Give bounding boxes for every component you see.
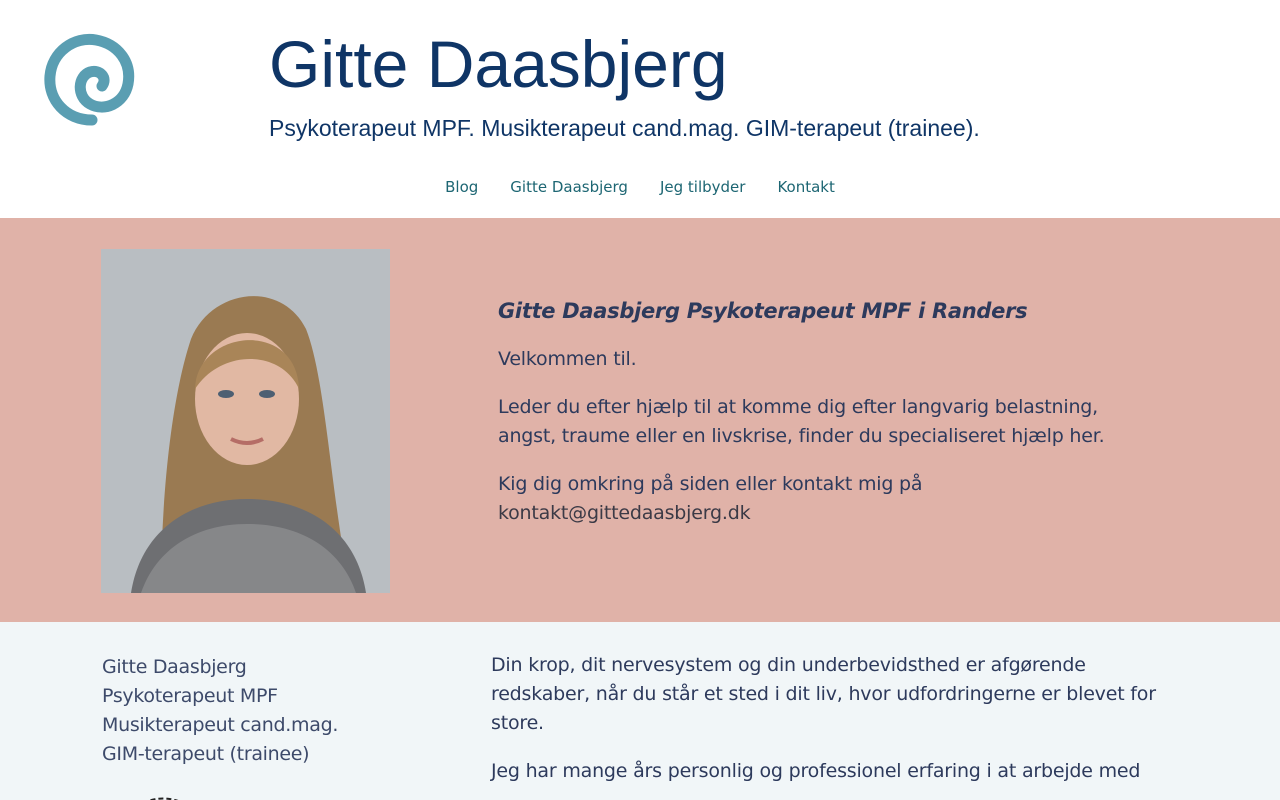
spiral-logo-icon[interactable] xyxy=(40,28,144,130)
nav-kontakt[interactable]: Kontakt xyxy=(777,178,835,196)
site-header xyxy=(0,0,1280,218)
site-tagline: Psykoterapeut MPF. Musikterapeut cand.mag. GIM-terapeut (trainee). xyxy=(269,115,980,141)
portrait-photo xyxy=(101,249,390,593)
lower-section xyxy=(0,622,1280,800)
site-title[interactable]: Gitte Daasbjerg xyxy=(269,27,728,101)
credential-musikterapeut: Musikterapeut cand.mag. xyxy=(102,714,339,736)
email-link[interactable]: kontakt@gittedaasbjerg.dk xyxy=(498,502,751,524)
credentials-list xyxy=(102,653,338,769)
hero-help-text: Leder du efter hjælp til at komme dig efter langvarig belastning, angst, traume eller en livskrise, finder du specialiseret hjælp her. xyxy=(498,396,1105,447)
hero-welcome: Velkommen til. xyxy=(498,348,637,370)
hero-heading: Gitte Daasbjerg Psykoterapeut MPF i Randers xyxy=(498,299,1028,323)
hero-contact-text xyxy=(498,470,1138,528)
nav-jeg-tilbyder[interactable]: Jeg tilbyder xyxy=(659,178,746,196)
credential-psykoterapeut: Psykoterapeut MPF xyxy=(102,685,278,707)
credential-gim: GIM-terapeut (trainee) xyxy=(102,743,310,765)
hero-text xyxy=(498,296,1138,547)
nav-blog[interactable]: Blog xyxy=(445,178,479,196)
association-seal-icon xyxy=(118,786,208,800)
credential-name: Gitte Daasbjerg xyxy=(102,656,247,678)
intro-text xyxy=(491,651,1171,800)
hero-contact-label: Kig dig omkring på siden eller kontakt mig på xyxy=(498,473,923,495)
intro-paragraph-1: Din krop, dit nervesystem og din underbevidsthed er afgørende redskaber, når du står et sted i dit liv, hvor udfordringerne er blevet for store. xyxy=(491,654,1156,734)
hero-section xyxy=(0,218,1280,622)
nav-gitte-daasbjerg[interactable]: Gitte Daasbjerg xyxy=(510,178,628,196)
main-nav xyxy=(0,176,1280,198)
intro-paragraph-2: Jeg har mange års personlig og professionel erfaring i at arbejde med xyxy=(491,760,1141,782)
